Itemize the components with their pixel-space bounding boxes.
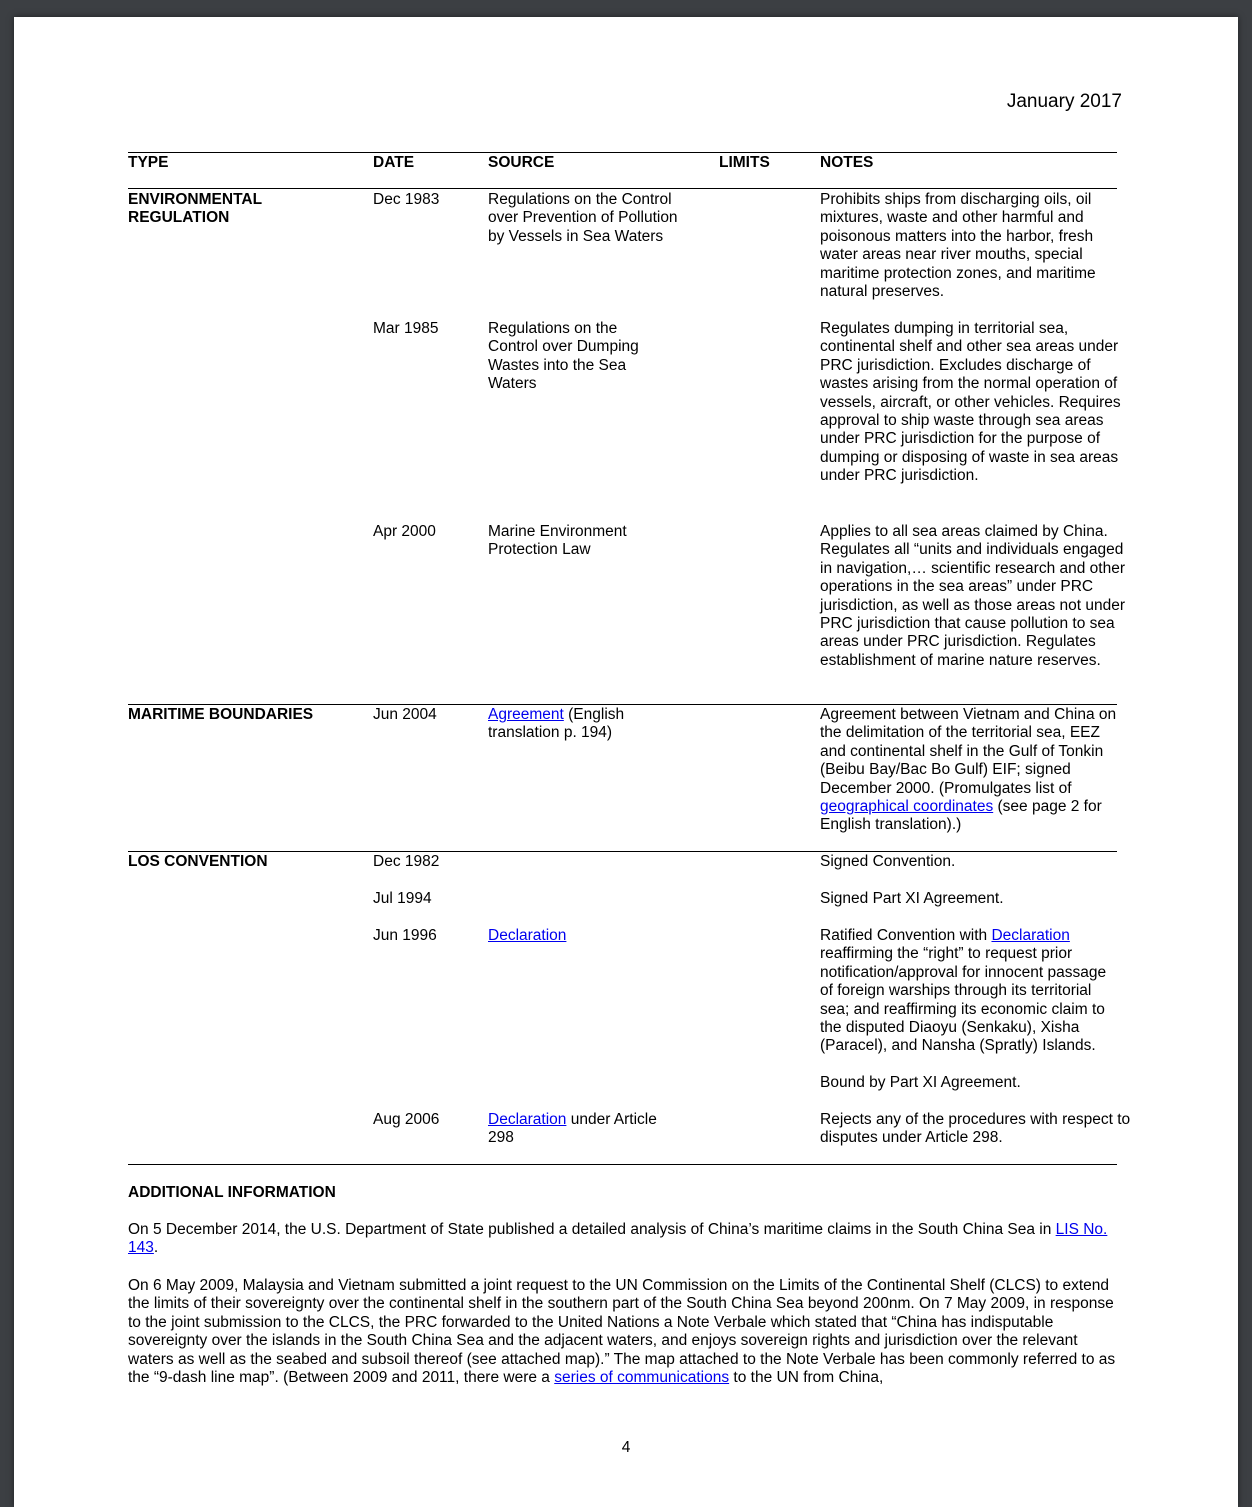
document-page bbox=[14, 17, 1238, 1507]
geographical-coordinates-link[interactable]: geographical coordinates bbox=[820, 798, 994, 816]
los-source-4-text: under Article 298 bbox=[488, 1111, 657, 1147]
header-type: TYPE bbox=[128, 154, 169, 171]
los-notes-2: Signed Part XI Agreement. bbox=[820, 890, 1004, 907]
env-notes-2: Regulates dumping in territorial sea, continental shelf and other sea areas under PRC jurisdiction. Excludes discharge of wastes arising from the normal operation of vessels, aircraft, or other vehicles. Requires approval to ship waste through sea areas under PRC jurisdiction for the purpose of dumping or disposing of waste in sea areas under PRC jurisdiction. bbox=[820, 320, 1121, 485]
boundaries-source-text: (English translation p. 194) bbox=[488, 706, 625, 742]
series-of-communications-link[interactable]: series of communications bbox=[554, 1369, 730, 1387]
section-rule-boundaries bbox=[128, 704, 1117, 705]
env-source-3: Marine Environment Protection Law bbox=[488, 523, 627, 559]
los-notes-3-extra: Bound by Part XI Agreement. bbox=[820, 1074, 1021, 1091]
env-date-1: Dec 1983 bbox=[373, 191, 440, 208]
boundaries-notes bbox=[820, 706, 1125, 835]
section-rule-los bbox=[128, 851, 1117, 852]
los-date-2: Jul 1994 bbox=[373, 890, 432, 907]
table-bottom-rule bbox=[128, 1164, 1117, 1165]
paragraph-1-tail: . bbox=[153, 1239, 159, 1257]
header-date: January 2017 bbox=[1006, 91, 1122, 112]
agreement-link[interactable]: Agreement bbox=[488, 706, 564, 723]
additional-paragraph-1 bbox=[128, 1221, 1118, 1258]
los-source-4 bbox=[488, 1111, 678, 1148]
lis-143-link[interactable]: LIS No. 143 bbox=[128, 1221, 1108, 1257]
los-date-3: Jun 1996 bbox=[373, 927, 437, 944]
declaration-article-298-link[interactable]: Declaration bbox=[488, 1111, 567, 1128]
los-notes-4: Rejects any of the procedures with respect to disputes under Article 298. bbox=[820, 1111, 1131, 1147]
declaration-notes-link[interactable]: Declaration bbox=[991, 927, 1070, 944]
env-source-2: Regulations on the Control over Dumping Wastes into the Sea Waters bbox=[488, 320, 639, 393]
header-notes: NOTES bbox=[820, 154, 874, 171]
env-date-2: Mar 1985 bbox=[373, 320, 439, 337]
paragraph-2-text: On 6 May 2009, Malaysia and Vietnam submitted a joint request to the UN Commission on the Limits of the Continental Shelf (CLCS) to extend the limits of their sovereignty over the continental shelf in the southern part of the South China Sea beyond 200nm. On 7 May 2009, in response to the joint submission to the CLCS, the PRC forwarded to the United Nations a Note Verbale which stated that “China has indisputable sovereignty over the islands in the South China Sea and the adjacent waters, and enjoys sovereign rights and jurisdiction over the relevant waters as well as the seabed and subsoil thereof (see attached map).” The map attached to the Note Verbale has been commonly referred to as the “9-dash line map”. (Between 2009 and 2011, there were a bbox=[128, 1277, 1116, 1387]
page-number: 4 bbox=[621, 1439, 631, 1456]
header-rule bbox=[128, 188, 1117, 189]
los-notes-1: Signed Convention. bbox=[820, 853, 956, 870]
los-notes-3-text: Ratified Convention with bbox=[820, 927, 992, 944]
env-date-3: Apr 2000 bbox=[373, 523, 436, 540]
boundaries-date: Jun 2004 bbox=[373, 706, 437, 723]
type-environmental: ENVIRONMENTAL REGULATION bbox=[128, 191, 262, 227]
additional-paragraph-2 bbox=[128, 1277, 1118, 1387]
additional-info-title: ADDITIONAL INFORMATION bbox=[128, 1184, 336, 1201]
los-source-3 bbox=[488, 927, 688, 945]
los-date-1: Dec 1982 bbox=[373, 853, 440, 870]
paragraph-2-tail: to the UN from China, bbox=[729, 1369, 884, 1387]
env-notes-3: Applies to all sea areas claimed by China. Regulates all “units and individuals engaged in navigation,… scientific research and other operations in the sea areas” under PRC jurisdiction, as well as those areas not under PRC jurisdiction that cause pollution to sea areas under PRC jurisdiction. Regulates establishment of marine nature reserves. bbox=[820, 523, 1125, 669]
env-source-1: Regulations on the Control over Prevention of Pollution by Vessels in Sea Waters bbox=[488, 191, 678, 245]
los-date-4: Aug 2006 bbox=[373, 1111, 440, 1128]
type-boundaries: MARITIME BOUNDARIES bbox=[128, 706, 314, 723]
boundaries-source bbox=[488, 706, 648, 743]
los-notes-3-tail: reaffirming the “right” to request prior notification/approval for innocent passage of foreign warships through its territorial sea; and reaffirming its economic claim to the disputed Diaoyu (Senkaku), Xisha (Paracel), and Nansha (Spratly) Islands. bbox=[820, 945, 1107, 1055]
type-los: LOS CONVENTION bbox=[128, 853, 268, 870]
table-top-rule bbox=[128, 152, 1117, 153]
boundaries-notes-tail: (see page 2 for English translation).) bbox=[820, 798, 1102, 834]
env-notes-1: Prohibits ships from discharging oils, oil mixtures, waste and other harmful and poisonous matters into the harbor, fresh water areas near river mouths, special maritime protection zones, and maritime natural preserves. bbox=[820, 191, 1096, 301]
header-date-col: DATE bbox=[373, 154, 415, 171]
header-source: SOURCE bbox=[488, 154, 555, 171]
paragraph-1-text: On 5 December 2014, the U.S. Department of State published a detailed analysis of China’s maritime claims in the South China Sea in bbox=[128, 1221, 1056, 1238]
declaration-link[interactable]: Declaration bbox=[488, 927, 567, 944]
los-notes-3 bbox=[820, 927, 1120, 1056]
boundaries-notes-text: Agreement between Vietnam and China on the delimitation of the territorial sea, EEZ and continental shelf in the Gulf of Tonkin (Beibu Bay/Bac Bo Gulf) EIF; signed December 2000. (Promulgates list of bbox=[820, 706, 1117, 797]
header-limits: LIMITS bbox=[719, 154, 770, 171]
